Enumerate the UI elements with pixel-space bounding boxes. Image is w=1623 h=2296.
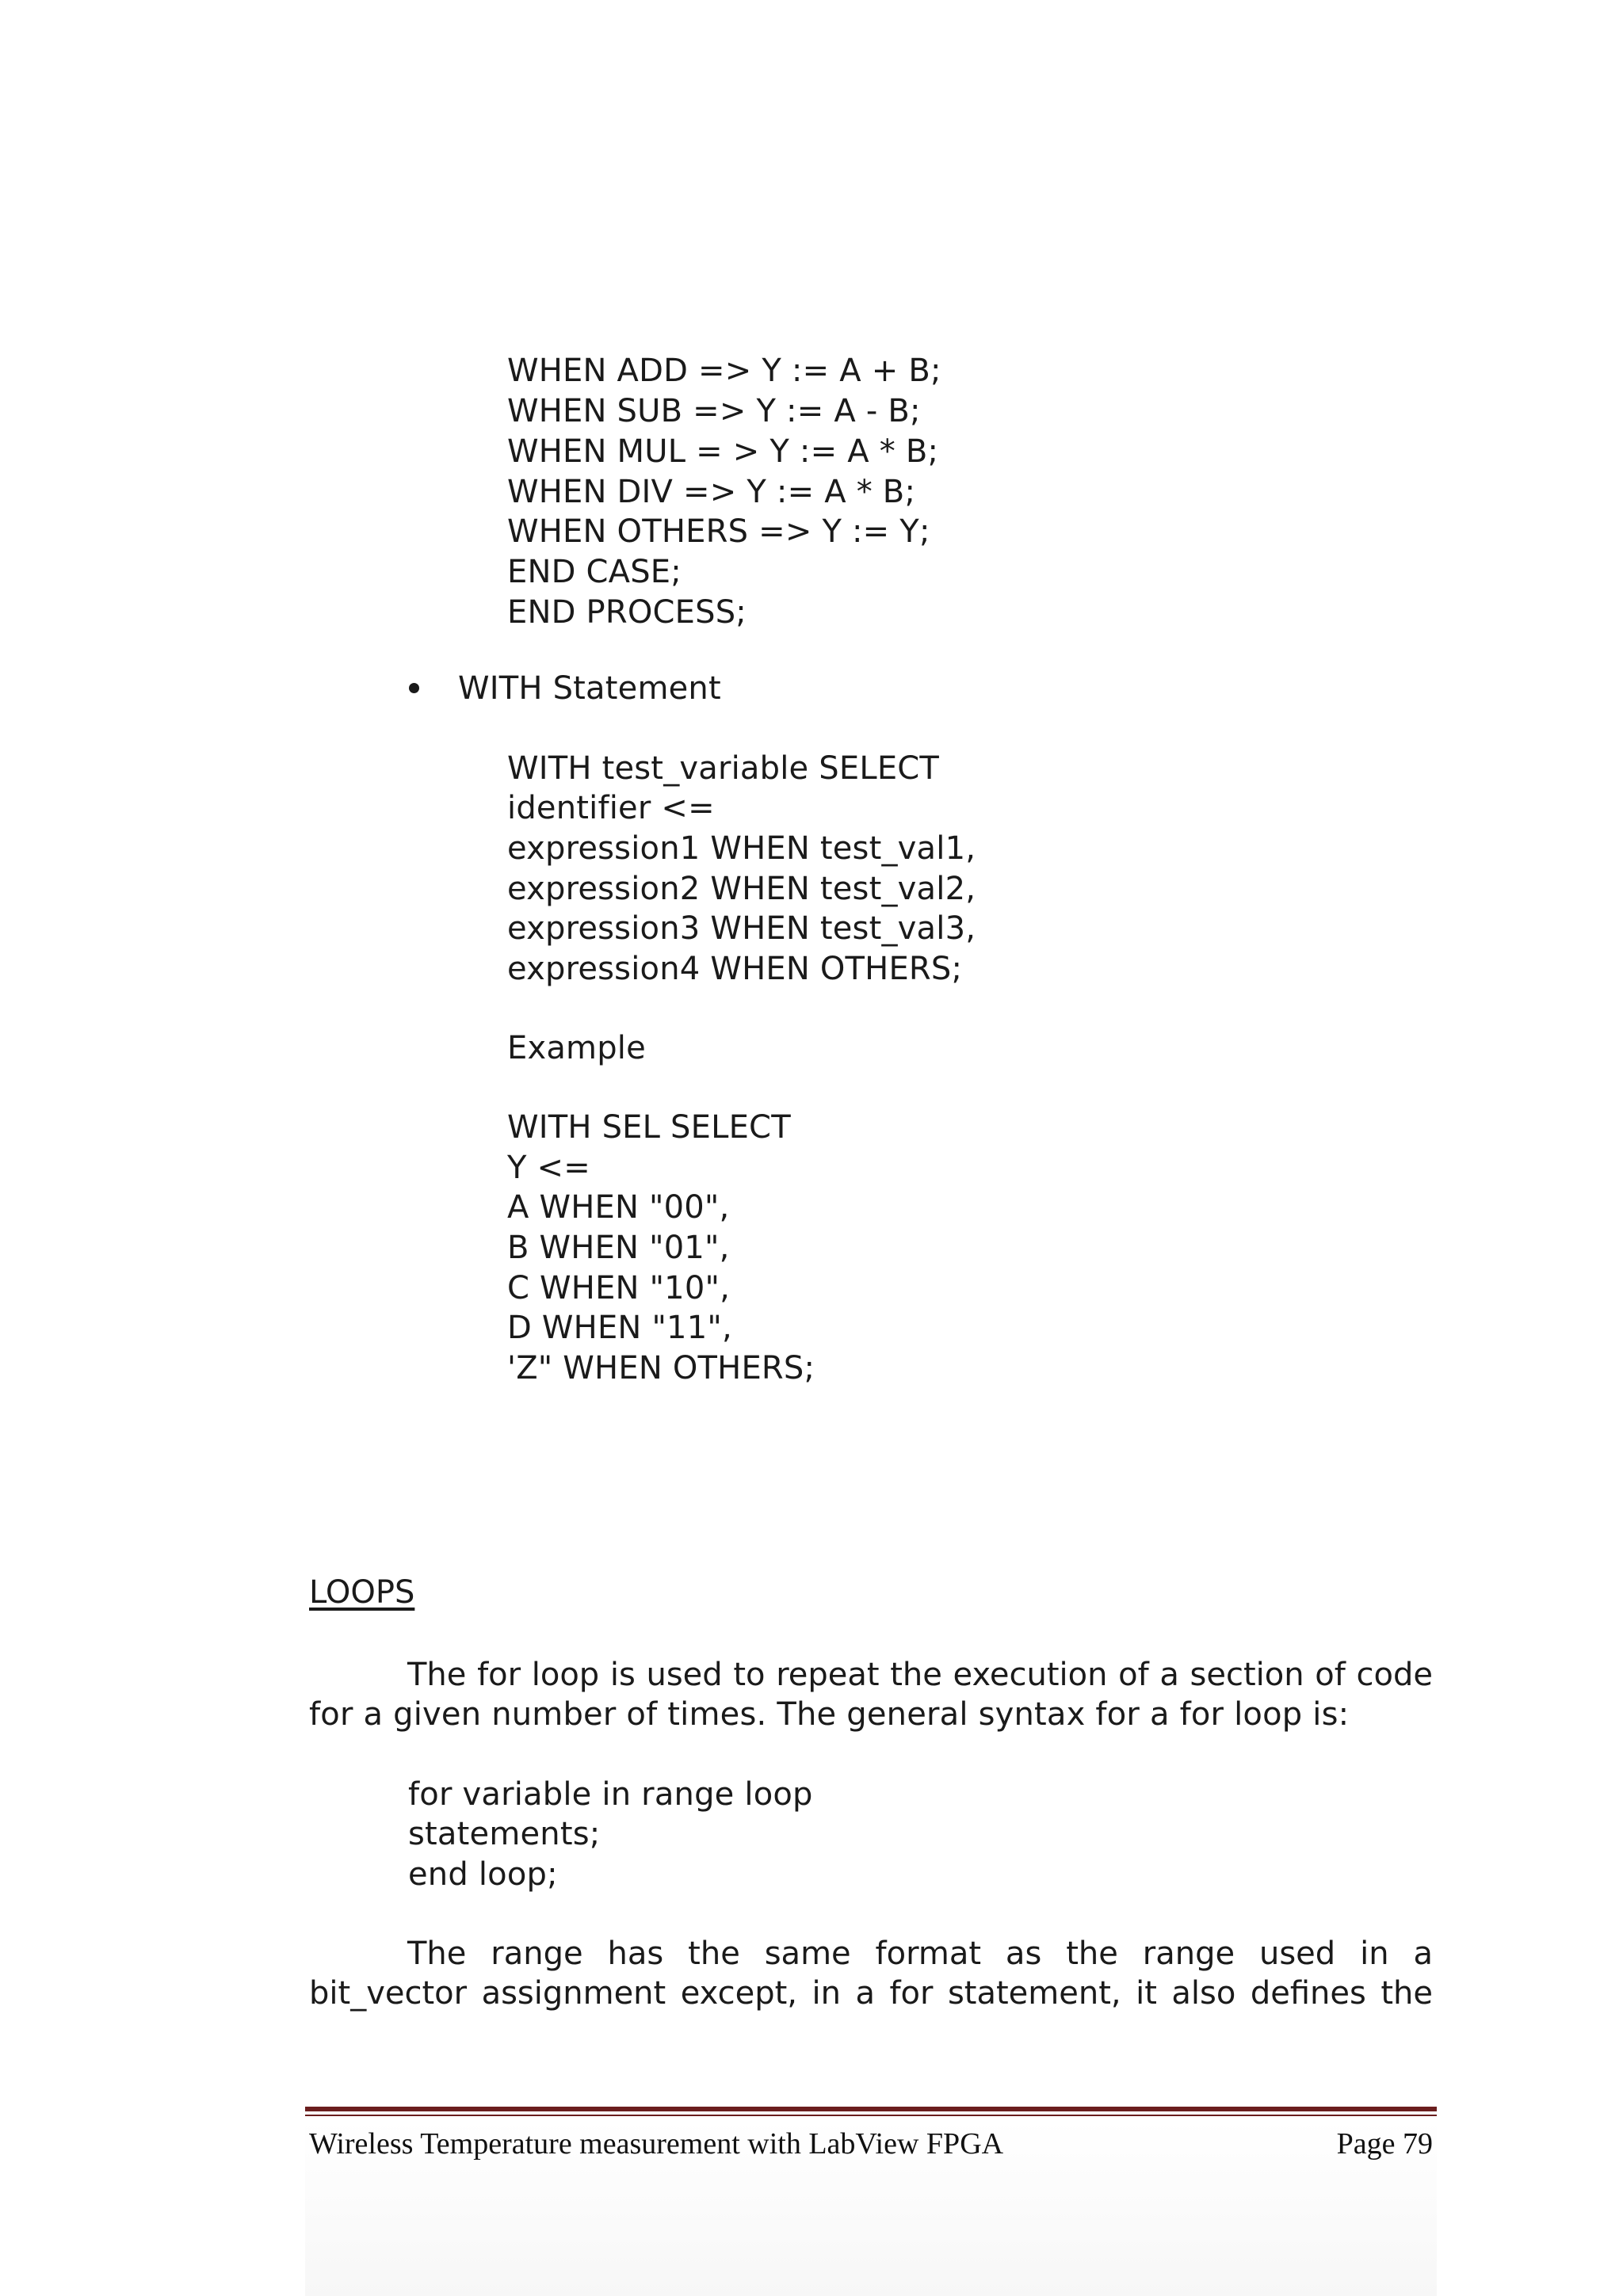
- section-heading: LOOPS: [309, 1574, 415, 1611]
- code-line: for variable in range loop: [408, 1776, 813, 1813]
- code-line: WHEN SUB => Y := A - B;: [507, 393, 921, 429]
- code-line: WITH SEL SELECT: [507, 1109, 791, 1146]
- paragraph-line: for a given number of times. The general syntax for a for loop is:: [309, 1696, 1350, 1733]
- code-line: statements;: [408, 1816, 601, 1852]
- code-line: END PROCESS;: [507, 594, 747, 631]
- code-line: end loop;: [408, 1856, 558, 1893]
- paragraph: [309, 1655, 1433, 1734]
- code-line: WHEN OTHERS => Y := Y;: [507, 513, 930, 550]
- code-line: B WHEN "01",: [507, 1230, 730, 1266]
- paragraph-line: The for loop is used to repeat the execution of a section of code: [407, 1657, 1433, 1693]
- code-line: END CASE;: [507, 554, 682, 590]
- code-line: 'Z" WHEN OTHERS;: [507, 1350, 815, 1386]
- footer-title: Wireless Temperature measurement with LabView FPGA: [309, 2127, 1004, 2161]
- paragraph-line: The range has the same format as the range used in a: [407, 1936, 1433, 1972]
- footer-rule: [305, 2115, 1437, 2116]
- footer-rule: [305, 2107, 1437, 2111]
- code-line: expression4 WHEN OTHERS;: [507, 951, 963, 987]
- code-line: identifier <=: [507, 790, 715, 826]
- paragraph: [309, 1934, 1433, 2013]
- code-line: WHEN DIV => Y := A * B;: [507, 474, 916, 510]
- paragraph-line: bit_vector assignment except, in a for statement, it also defines the: [309, 1975, 1433, 2012]
- code-line: Y <=: [507, 1150, 590, 1186]
- code-line: A WHEN "00",: [507, 1189, 730, 1226]
- code-line: expression1 WHEN test_val1,: [507, 830, 976, 867]
- page-number: Page 79: [1336, 2127, 1433, 2161]
- example-label: Example: [507, 1030, 646, 1066]
- bullet-label: WITH Statement: [458, 670, 721, 707]
- code-line: expression2 WHEN test_val2,: [507, 871, 976, 907]
- code-line: C WHEN "10",: [507, 1270, 730, 1306]
- code-line: expression3 WHEN test_val3,: [507, 910, 976, 947]
- code-line: WHEN MUL = > Y := A * B;: [507, 433, 939, 470]
- code-line: D WHEN "11",: [507, 1310, 732, 1346]
- code-line: WITH test_variable SELECT: [507, 750, 940, 787]
- bullet-icon: [409, 683, 419, 693]
- code-line: WHEN ADD => Y := A + B;: [507, 353, 941, 389]
